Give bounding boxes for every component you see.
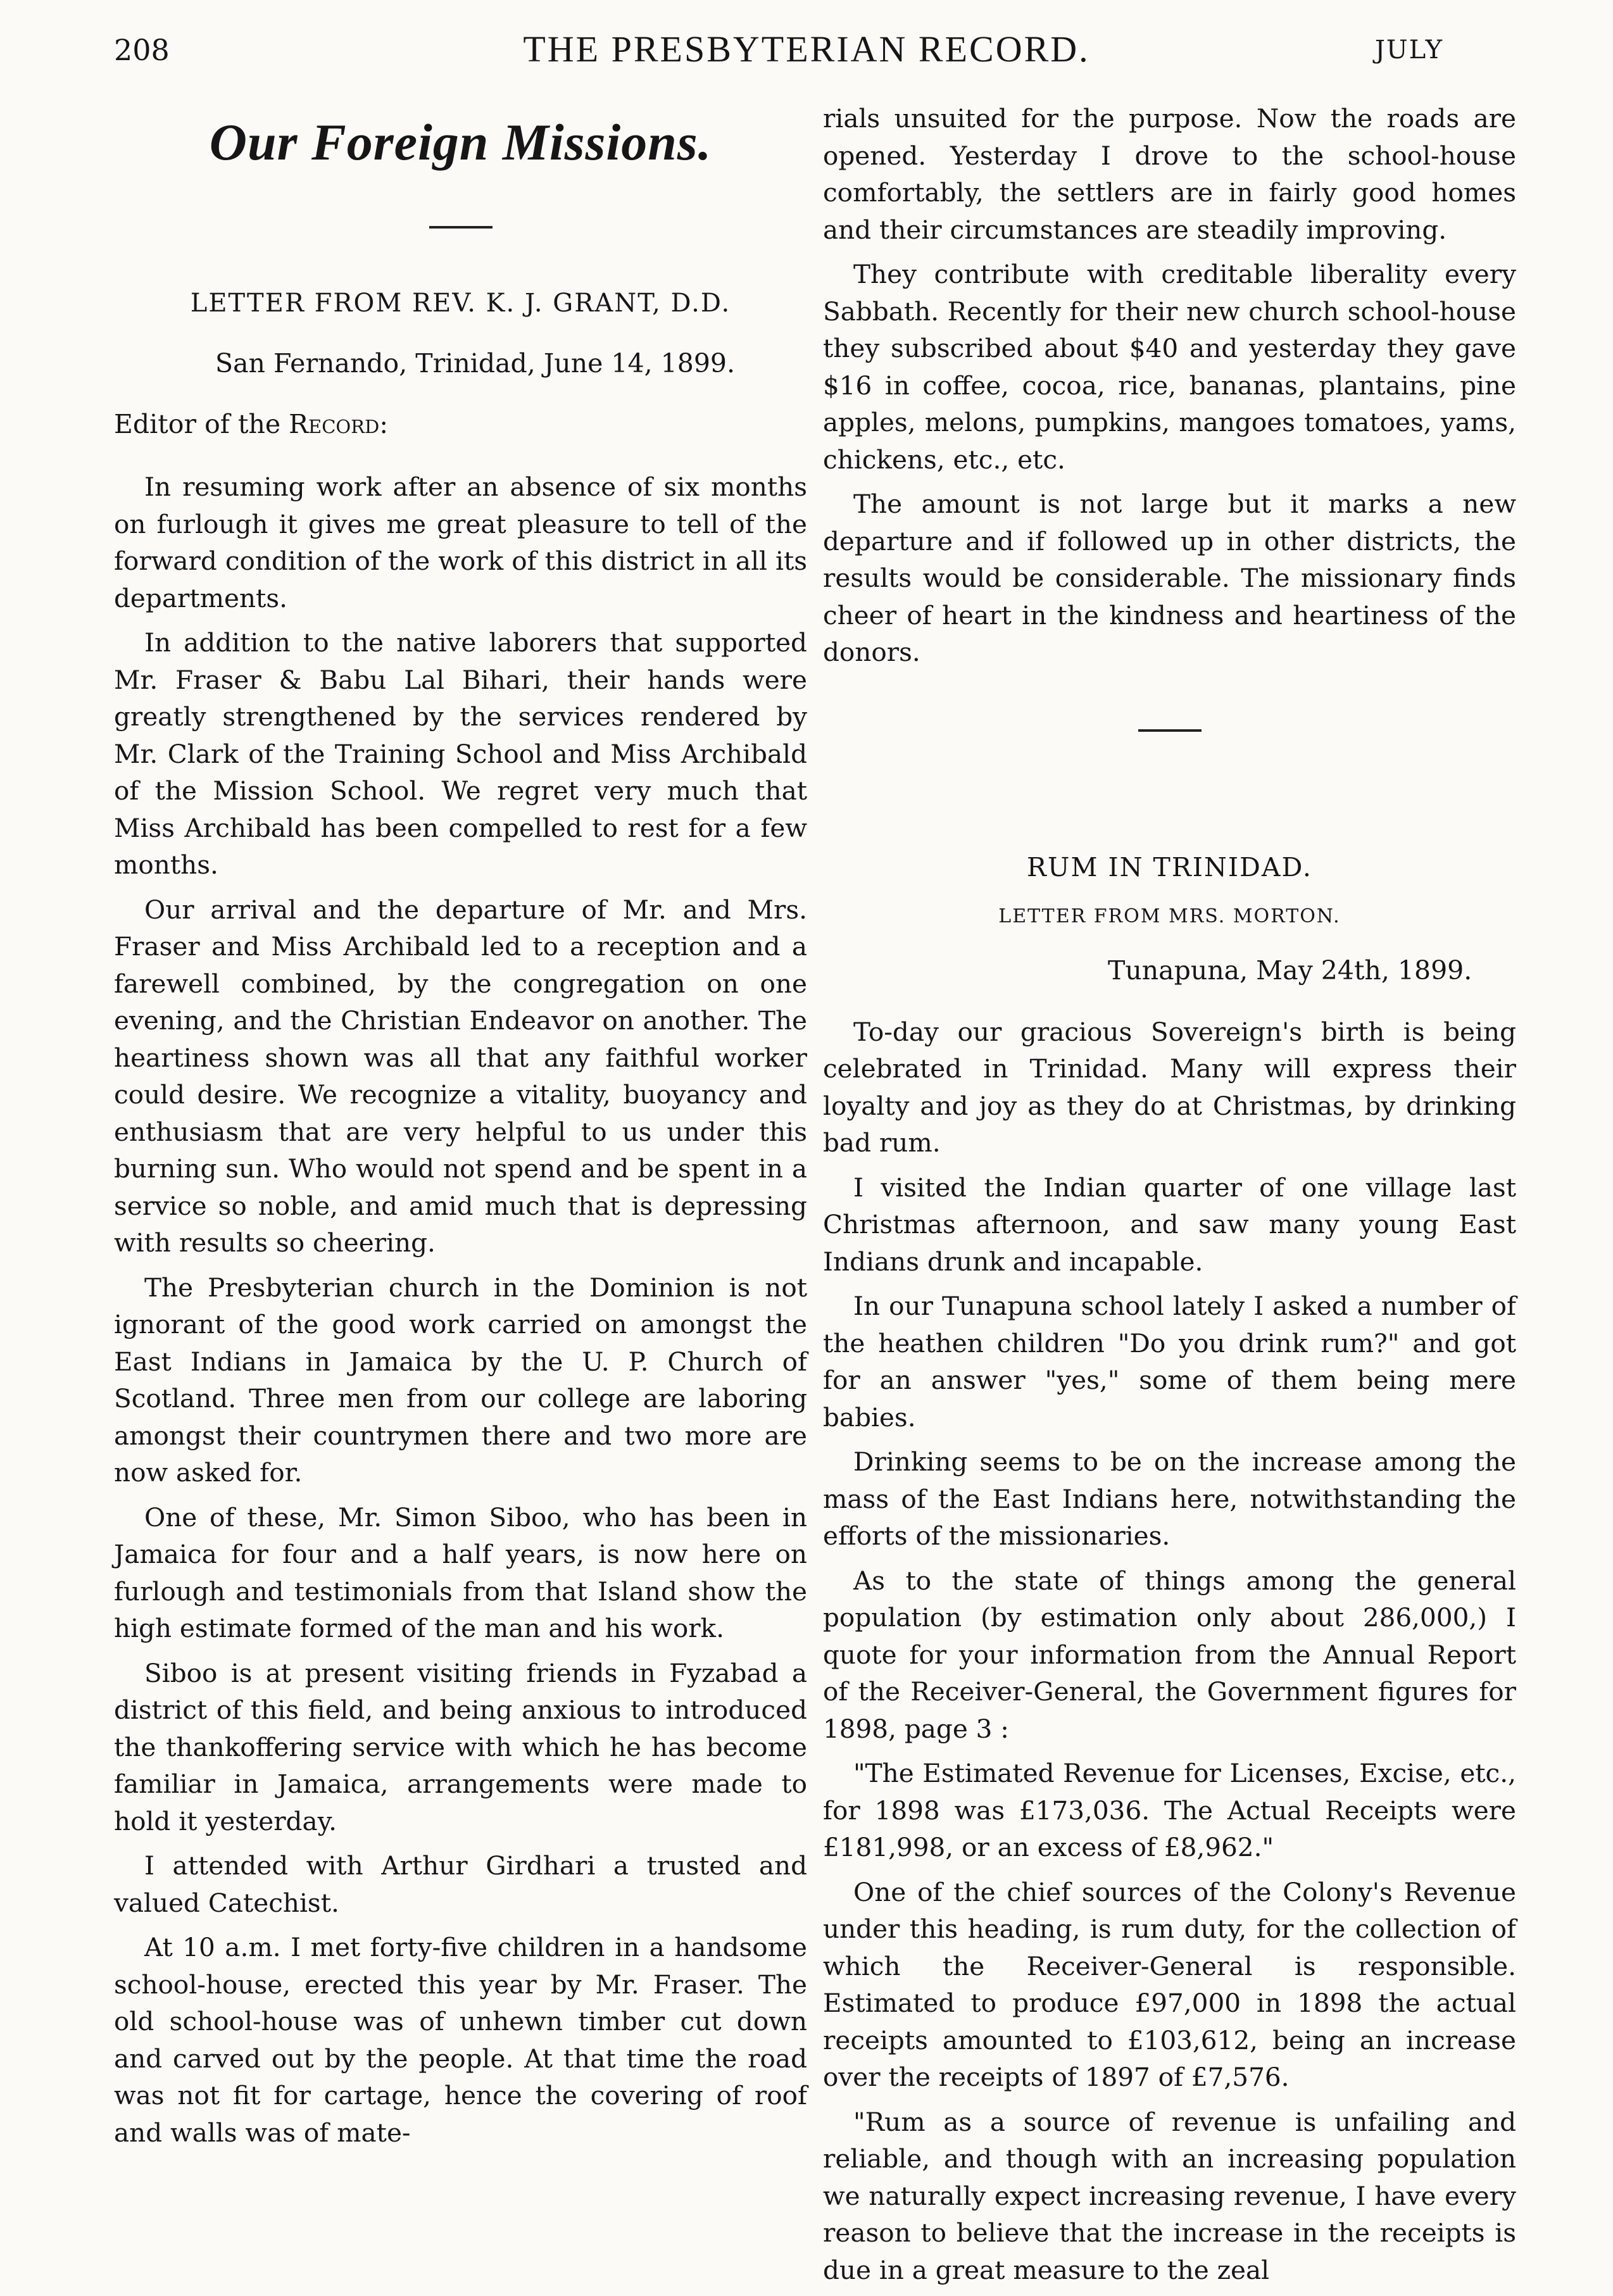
salutation-record: Record [289,409,380,439]
paragraph: "Rum as a source of revenue is unfailing and reliable, and though with an increasing population we naturally expect increasing revenue, I have every reason to believe that the increase in the receipts is due in a great measure to the zeal [823,2106,1516,2285]
letter-salutation [114,409,807,439]
paragraph: Siboo is at present visiting friends in Fyzabad a district of this field, and being anxious to introduced the thankoffering service with which he has become familiar in Jamaica, arrangements were made to hold it yesterday. [114,1657,807,1836]
divider-rule [429,226,493,229]
article-title: RUM IN TRINIDAD. [1027,851,1312,882]
paragraph: I visited the Indian quarter of one village last Christmas afternoon, and saw many young East Indians drunk and incapable. [823,1172,1516,1277]
paragraph: "The Estimated Revenue for Licenses, Excise, etc., for 1898 was £173,036. The Actual Receipts were £181,998, or an excess of £8,962." [823,1758,1516,1862]
paragraph: The amount is not large but it marks a new departure and if followed up in other districts, the results would be considerable. The missionary finds cheer of heart in the kindness and heartiness of the donors. [823,489,1516,667]
article-subtitle: LETTER FROM MRS. MORTON. [998,905,1341,927]
paragraph: They contribute with creditable liberality every Sabbath. Recently for their new church school-house they subscribed about $40 and yesterday they gave $16 in coffee, cocoa, rice, bananas, plantains, pine apples, melons, pumpkins, mangoes tomatoes, yams, chickens, etc., etc. [823,259,1516,475]
divider-rule [1138,729,1202,732]
paragraph-continued: rials unsuited for the purpose. Now the roads are opened. Yesterday I drove to the school-house comfortably, the settlers are in fairly good homes and their circumstances are steadily improving. [823,103,1516,245]
paragraph: The Presbyterian church in the Dominion is not ignorant of the good work carried on amongst the East Indians in Jamaica by the U. P. Church of Scotland. Three men from our college are laboring amongst their countrymen there and two more are now asked for. [114,1272,807,1488]
paragraph: I attended with Arthur Girdhari a trusted and valued Catechist. [114,1850,807,1918]
paragraph: Our arrival and the departure of Mr. and Mrs. Fraser and Miss Archibald led to a reception and a farewell combined, by the congregation on one evening, and the Christian Endeavor on another. The heartiness shown was all that any faithful worker could desire. We recognize a vitality, buoyancy and enthusiasm that are very helpful to us under this burning sun. Who would not spend and be spent in a service so noble, and amid much that is depressing with results so cheering. [114,894,807,1258]
paragraph: At 10 a.m. I met forty-five children in a handsome school-house, erected this year by Mr. Fraser. The old school-house was of unhewn timber cut down and carved out by the people. At that time the road was not fit for cartage, hence the covering of roof and walls was of mate- [114,1932,807,2148]
paragraph: Drinking seems to be on the increase among the mass of the East Indians here, notwithstanding the efforts of the missionaries. [823,1446,1516,1551]
letter-heading: LETTER FROM REV. K. J. GRANT, D.D. [190,289,731,318]
paragraph: In resuming work after an absence of six months on furlough it gives me great pleasure to tell of the forward condition of the work of this district in all its departments. [114,472,807,613]
paragraph: In our Tunapuna school lately I asked a number of the heathen children "Do you drink rum?" and got for an answer "yes," some of them being mere babies. [823,1291,1516,1433]
journal-title: THE PRESBYTERIAN RECORD. [523,28,1090,70]
section-title: Our Foreign Missions. [209,113,712,171]
letter-dateline: San Fernando, Trinidad, June 14, 1899. [215,348,736,379]
paragraph: As to the state of things among the general population (by estimation only about 286,000,) I quote for your information from the Annual Report of the Receiver-General, the Government figures for 1898, page 3 : [823,1565,1516,1744]
page-number: 208 [114,33,170,67]
salutation-suffix: : [379,409,389,439]
left-column [114,100,807,2159]
paragraph: One of the chief sources of the Colony's Revenue under this heading, is rum duty, for the collection of which the Receiver-General is responsible. Estimated to produce £97,000 in 1898 the actual receipts amounted to £103,612, being an increase over the receipts of 1897 of £7,576. [823,1876,1516,2092]
paragraph: In addition to the native laborers that supported Mr. Fraser & Babu Lal Bihari, their hands were greatly strengthened by the services rendered by Mr. Clark of the Training School and Miss Archibald of the Mission School. We regret very much that Miss Archibald has been compelled to rest for a few months. [114,627,807,880]
paragraph: To-day our gracious Sovereign's birth is being celebrated in Trinidad. Many will express their loyalty and joy as they do at Christmas, by drinking bad rum. [823,1016,1516,1158]
salutation-prefix: Editor of the [114,409,289,439]
paragraph: One of these, Mr. Simon Siboo, who has been in Jamaica for four and a half years, is now here on furlough and testimonials from that Island show the high estimate formed of the man and his work. [114,1502,807,1643]
right-column [823,100,1516,2296]
article-dateline: Tunapuna, May 24th, 1899. [1108,955,1472,986]
running-head [0,28,1613,78]
issue-month: JULY [1374,35,1443,65]
